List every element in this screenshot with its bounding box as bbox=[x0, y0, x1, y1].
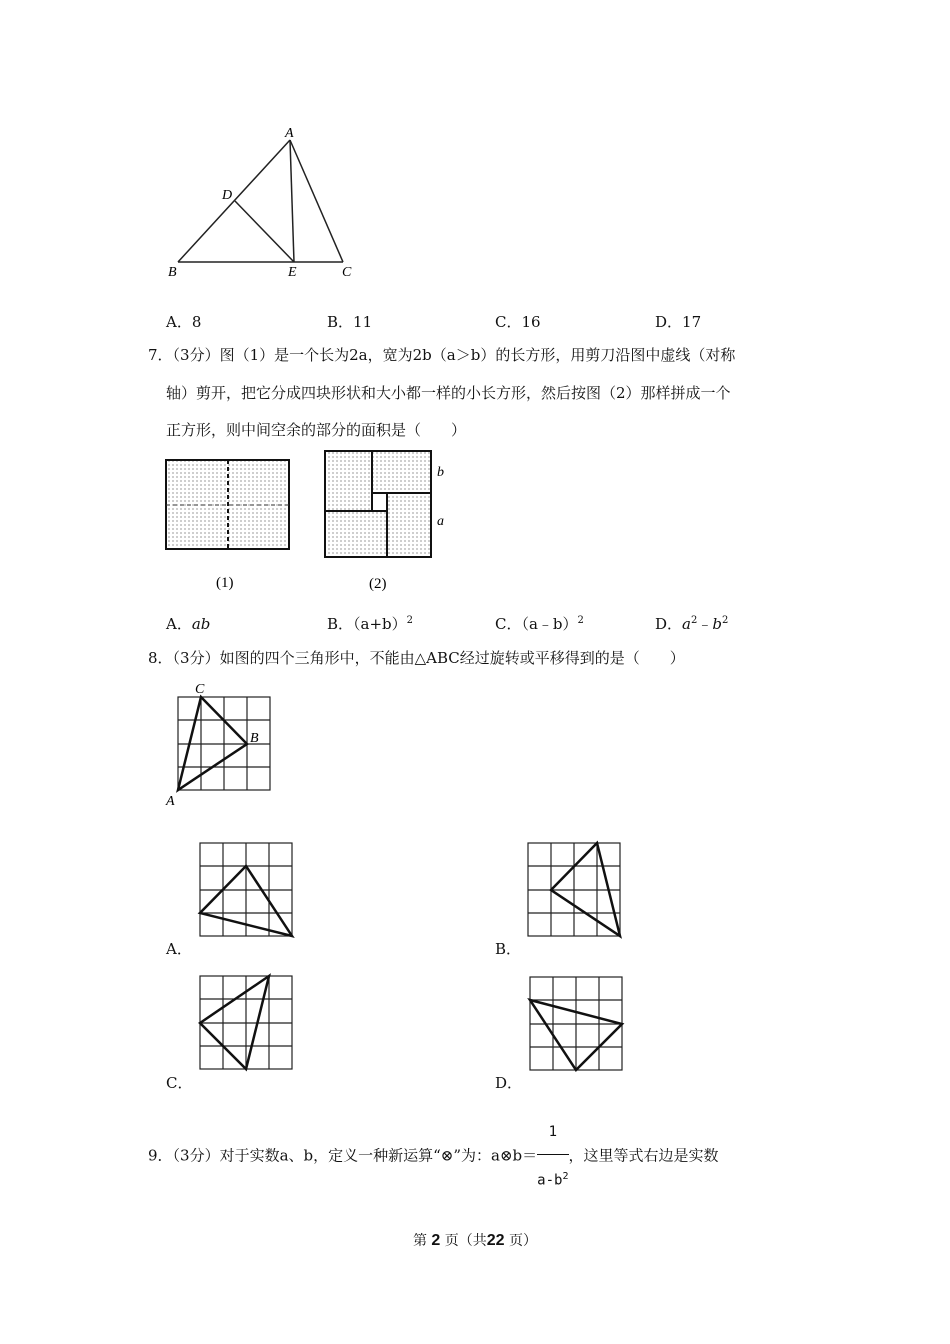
q9-number: 9． bbox=[148, 1146, 173, 1165]
vertex-label-c: C bbox=[342, 265, 352, 280]
q7-option-d[interactable]: D．$a^2﹣b^2$ bbox=[655, 615, 729, 633]
q9-line bbox=[148, 1110, 719, 1203]
vertex-label-a: A bbox=[285, 126, 294, 141]
q8-label-a: A bbox=[166, 794, 175, 809]
q7-score: （3分） bbox=[172, 346, 220, 364]
q6-option-c[interactable]: C．16 bbox=[495, 313, 541, 331]
q8-label-b: B bbox=[250, 731, 259, 746]
footer-page-number: 2 bbox=[431, 1232, 441, 1249]
q9-score: （3分） bbox=[172, 1146, 220, 1165]
q8-option-d-grid bbox=[530, 977, 622, 1070]
q7-figure-2-label-b: b bbox=[437, 465, 444, 480]
q9-fraction-numerator: 1 bbox=[537, 1110, 568, 1155]
q7-number: 7． bbox=[148, 346, 173, 364]
q8-number: 8． bbox=[148, 649, 173, 667]
q7-figure-2-label-a: a bbox=[437, 514, 444, 529]
page-footer: 第 2 页（共22 页） bbox=[412, 1232, 538, 1249]
q6-option-a[interactable]: A．8 bbox=[166, 313, 202, 331]
q9-fraction bbox=[537, 1110, 568, 1203]
q7-text-1: 图（1）是一个长为2a，宽为2b（a＞b）的长方形，用剪刀沿图中虚线（对称 bbox=[219, 346, 736, 364]
q7-line-2: 轴）剪开，把它分成四块形状和大小都一样的小长方形，然后按图（2）那样拼成一个 bbox=[166, 384, 731, 402]
q8-text: 如图的四个三角形中，不能由△ABC经过旋转或平移得到的是（ ） bbox=[219, 649, 685, 667]
q7-line-3: 正方形，则中间空余的部分的面积是（ ） bbox=[166, 421, 467, 439]
q8-option-d[interactable]: D． bbox=[495, 1074, 523, 1092]
q7-figure-2-caption: (2) bbox=[369, 576, 387, 592]
q9-text-after: ，这里等式右边是实数 bbox=[568, 1146, 719, 1165]
vertex-label-d: D bbox=[222, 188, 233, 203]
q7-option-b[interactable]: B．$(a+b)^2$ bbox=[327, 615, 414, 633]
q7-option-a[interactable]: A．ab bbox=[166, 615, 211, 633]
vertex-label-e: E bbox=[288, 265, 297, 280]
q8-label-c: C bbox=[195, 682, 205, 697]
q8-option-b[interactable]: B． bbox=[495, 940, 522, 958]
q9-text-before: 对于实数a、b，定义一种新运算“⊗”为：a⊗b＝ bbox=[219, 1146, 538, 1165]
q7-option-c[interactable]: C．（a﹣b）$^2$ bbox=[495, 615, 584, 633]
q8-option-a[interactable]: A． bbox=[166, 940, 192, 958]
q8-option-a-grid bbox=[200, 843, 292, 936]
footer-total-pages: 22 bbox=[486, 1232, 505, 1249]
q8-option-b-grid bbox=[528, 843, 620, 936]
q9-fraction-denominator: $a-b^2$ bbox=[537, 1171, 569, 1189]
q6-option-b[interactable]: B．11 bbox=[327, 313, 373, 331]
q8-score: （3分） bbox=[172, 649, 220, 667]
q6-option-d[interactable]: D．17 bbox=[655, 313, 702, 331]
q8-option-c-grid bbox=[200, 976, 292, 1069]
q8-option-c[interactable]: C． bbox=[166, 1074, 193, 1092]
vertex-label-b: B bbox=[168, 265, 177, 280]
q7-figure-1-caption: (1) bbox=[216, 575, 234, 591]
